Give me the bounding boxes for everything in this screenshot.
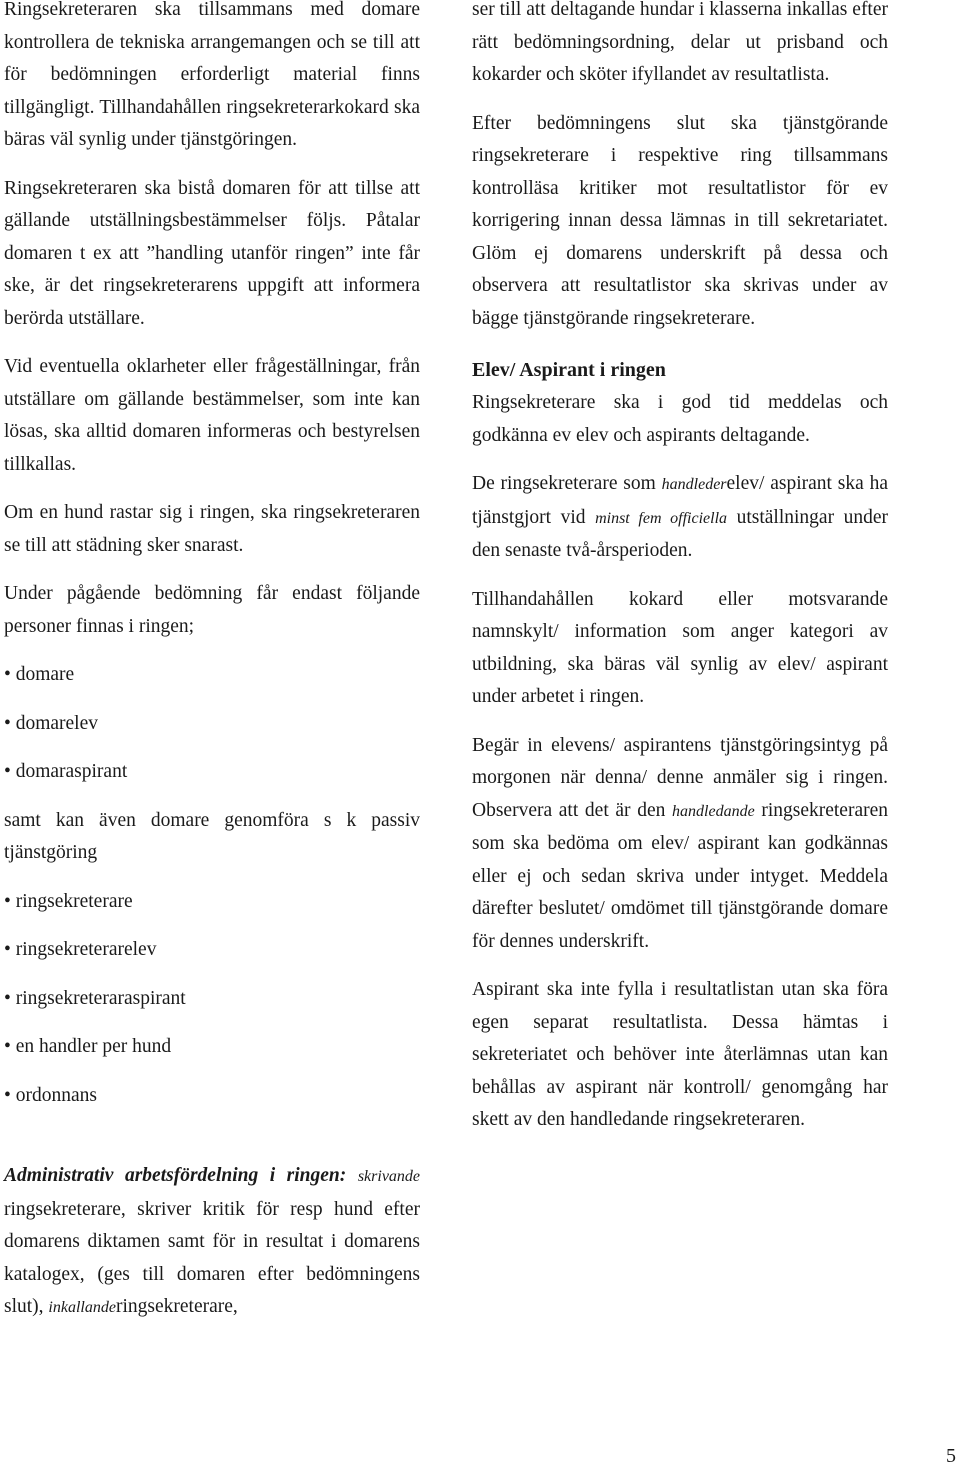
text: elev/ aspirant ska ha tjänstgjort vid [472,473,888,528]
text: De ringsekreterare som [472,473,656,494]
paragraph: Under pågående bedömning får endast följande personer finnas i ringen; [4,583,420,637]
admin-text: ringsekreterare, skriver kritik för resp hund efter domarens diktamen samt för in resultat i domarens katalogex, (ges till domaren efter bedömningens slut), [4,1198,420,1317]
emphasis: handledande [672,802,755,820]
emphasis: skrivande [357,1168,421,1185]
list-item: • domarelev [4,708,420,741]
list-item: • ordonnans [4,1080,420,1113]
list-item: • en handler per hund [4,1031,420,1064]
text: ringsekreteraren som ska bedöma om elev/ aspirant kan godkännas eller ej och sedan skriva under intyget. Meddela därefter beslutet/ omdömet till tjänstgörande domare för dennes underskrift. [472,799,889,952]
paragraph [472,730,888,959]
paragraph [472,468,888,568]
left-column [4,0,420,1341]
list-item: • domaraspirant [4,756,420,789]
page-number: 5 [946,1445,956,1467]
list-item: • ringsekreterare [4,886,420,919]
paragraph: Ringsekreteraren ska tillsammans med domare kontrollera de tekniska arrangemangen och se till att för bedömningen erforderligt material finns tillgängligt. Tillhandahållen ringsekreterarkokard ska bäras väl synlig under tjänstgöringen. [4,0,420,150]
text: utställningar under den senaste två-årsperioden. [472,506,889,561]
text: Begär in elevens/ aspirantens tjänstgöringsintyg på morgonen när denna/ denne anmäler sig i ringen. Observera att det är den [472,734,888,821]
emphasis: minst fem officiella [595,509,728,527]
section-heading: Elev/ Aspirant i ringen [472,359,666,381]
right-column [472,0,888,1153]
admin-text: ringsekreterare, [115,1296,238,1317]
list-item: • domare [4,659,420,692]
paragraph: Om en hund rastar sig i ringen, ska ringsekreteraren se till att städning sker snarast. [4,502,420,556]
paragraph: Ringsekreterare ska i god tid meddelas och godkänna ev elev och aspirants deltagande. [472,392,888,446]
list-item: • ringsekreterarelev [4,934,420,967]
paragraph: samt kan även domare genomföra s k passiv tjänstgöring [4,809,420,863]
paragraph: Aspirant ska inte fylla i resultatlistan utan ska föra egen separat resultatlista. Dessa hämtas i sekreteriatet och behöver inte återlämnas utan kan behållas av aspirant när kontroll/ genomgång har skett av den handledande ringsekreteraren. [472,979,888,1130]
paragraph: Vid eventuella oklarheter eller frågeställningar, från utställare om gällande bestämmelser, som inte kan lösas, ska alltid domaren informeras och bestyrelsen tillkallas. [4,356,420,475]
paragraph: Efter bedömningens slut ska tjänstgörande ringsekreterare i respektive ring tillsammans kontrolläsa kritiker mot resultatlistor för ev korrigering innan dessa lämnas in till sekretariatet. Glöm ej domarens underskrift på dessa och observera att resultatlistor ska skrivas under av bägge tjänstgörande ringsekreterare. [472,112,888,329]
paragraph: Ringsekreteraren ska bistå domaren för att tillse att gällande utställningsbestämmelser följs. Påtalar domaren t ex att ”handling utanför ringen” inte får ske, är det ringsekreterarens uppgift att informera berörda utställare. [4,177,420,329]
admin-heading: Administrativ arbetsfördelning i ringen: [4,1165,347,1186]
list-item: • ringsekreteraraspirant [4,983,420,1016]
emphasis: handleder [661,476,727,493]
admin-paragraph [4,1160,420,1325]
paragraph: ser till att deltagande hundar i klasserna inkallas efter rätt bedömningsordning, delar ut prisband och kokarder och sköter ifyllandet av resultatlista. [472,0,888,85]
emphasis: inkallande [48,1299,116,1316]
paragraph: Tillhandahållen kokard eller motsvarande namnskylt/ information som anger kategori av utbildning, ska bäras väl synlig av elev/ aspirant under arbetet i ringen. [472,588,888,707]
